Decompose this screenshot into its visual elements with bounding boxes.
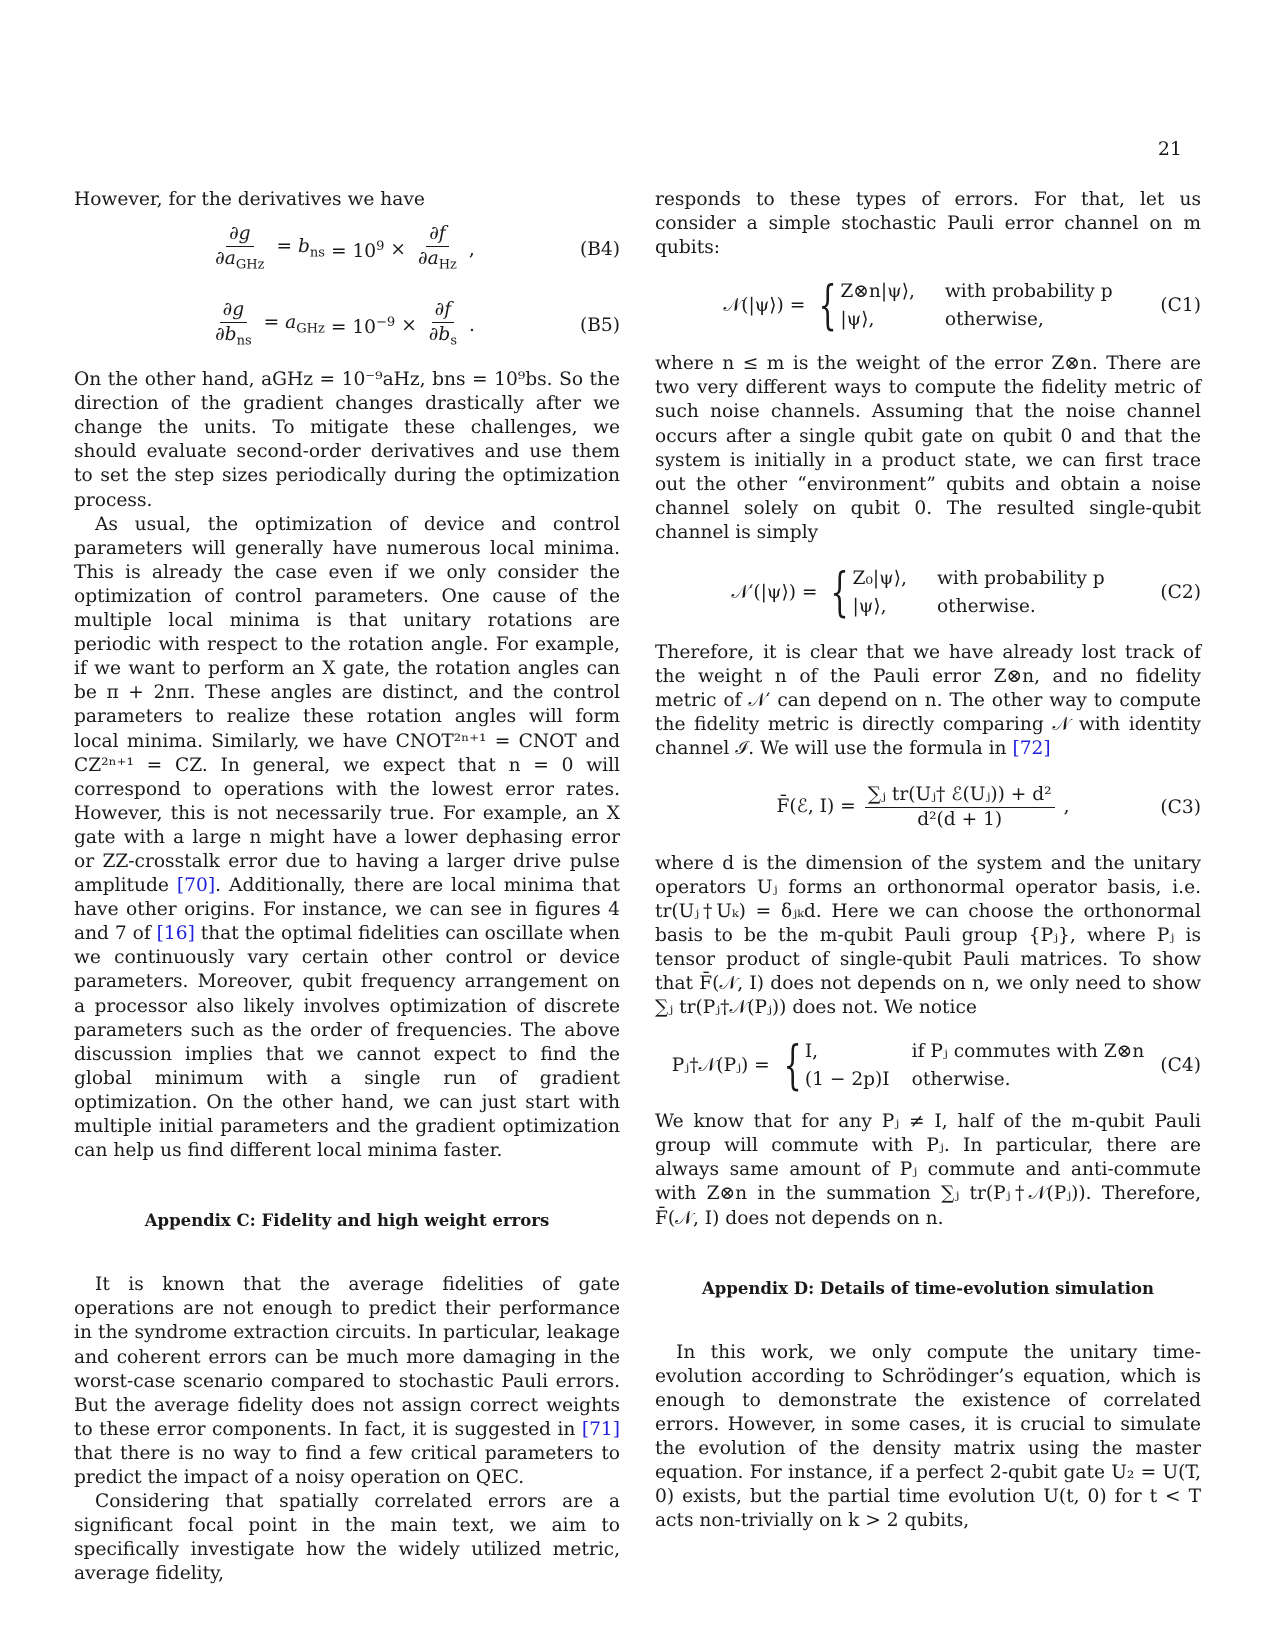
page-number: 21 xyxy=(1157,138,1182,160)
paragraph: It is known that the average fidelities of gate operations are not enough to predict their performance in the syndrome extraction circuits. In particular, leakage and coherent errors can be much more damaging in the worst-case scenario compared to stochastic Pauli errors. But the average fidelity does not assign correct weights to these error components. In fact, it is suggested in [71] that there is no way to find a few critical parameters to predict the impact of a noisy operation on QEC. xyxy=(74,1274,620,1489)
paragraph: We know that for any Pⱼ ≠ I, half of the m-qubit Pauli group will commute with Pⱼ. In particular, there are always same amount of Pⱼ commute and anti-commute with Z⊗n in the summation ∑ⱼ tr(Pⱼ†𝒩(Pⱼ)). Therefore, F̄(𝒩, I) does not depends on n. xyxy=(655,1111,1201,1229)
citation-link[interactable]: [16] xyxy=(156,923,195,945)
citation-link[interactable]: [70] xyxy=(176,875,216,897)
paragraph: In this work, we only compute the unitary time-evolution according to Schrödinger’s equation, which is enough to demonstrate the existence of correlated errors. However, in some cases, it is crucial to simulate the evolution of the density matrix using the master equation. For instance, if a perfect 2-qubit gate U₂ = U(T, 0) exists, but the partial time evolution U(t, 0) for t < T acts non-trivially on k > 2 qubits, xyxy=(655,1341,1201,1532)
paragraph: Therefore, it is clear that we have already lost track of the weight n of the Pauli error Z⊗n, and no fidelity metric of 𝒩′ can depend on n. The other way to compute the fidelity metric is directly comparing 𝒩 with identity channel ℐ. We will use the formula in [72] xyxy=(655,642,1201,760)
paragraph: However, for the derivatives we have xyxy=(74,189,425,210)
section-heading: Appendix C: Fidelity and high weight errors xyxy=(144,1211,550,1231)
equation-c2: 𝒩′(|ψ⟩) = { Z₀|ψ⟩, with probability p |ψ⟩, otherwise. (C2) xyxy=(731,563,1201,624)
equation-c1: 𝒩(|ψ⟩) = { Z⊗n|ψ⟩, with probability p |ψ⟩, otherwise, (C1) xyxy=(723,276,1201,337)
paragraph: where d is the dimension of the system and the unitary operators Uⱼ forms an orthonormal operator basis, i.e. tr(Uⱼ†Uₖ) = δⱼₖd. Here we can choose the orthonormal basis to be the m-qubit Pauli group {Pⱼ}, where Pⱼ is tensor product of single-qubit Pauli matrices. To show that F̄(𝒩, I) does not depends on n, we only need to show ∑ⱼ tr(Pⱼ†𝒩(Pⱼ)) does not. We notice xyxy=(655,852,1201,1019)
equation-number: (C2) xyxy=(1160,581,1201,603)
section-heading: Appendix D: Details of time-evolution simulation xyxy=(702,1278,1154,1298)
equation-number: (C4) xyxy=(1160,1055,1201,1077)
equation-number: (C3) xyxy=(1160,796,1201,818)
paragraph: responds to these types of errors. For that, let us consider a simple stochastic Pauli error channel on m qubits: xyxy=(655,189,1201,259)
equation-number: (B4) xyxy=(579,239,620,261)
equation-c3: F̄(ℰ, I) = $\frac{\text{∑ⱼ tr(Uⱼ† ℰ(Uⱼ)) + d²}}{\text{d²(d + 1)}}$ , (C3) xyxy=(776,784,1201,830)
equation-b4: $\frac{\partial g}{\partial a_{GHz}}$ = $b_{ns}$ = $10^9$ × $\frac{\partial f}{\partial a_{Hz}}$ , (B4) xyxy=(215,223,620,273)
left-column xyxy=(74,188,620,1587)
brace-icon: { xyxy=(818,276,837,337)
citation-link[interactable]: [71] xyxy=(581,1418,620,1440)
paragraph: Considering that spatially correlated errors are a significant focal point in the main text, we aim to specifically investigate how the widely utilized metric, average fidelity, xyxy=(74,1491,620,1585)
equation-number: (C1) xyxy=(1160,295,1201,317)
citation-link[interactable]: [72] xyxy=(1012,738,1051,760)
paragraph: On the other hand, aGHz = 10⁻⁹aHz, bns = 10⁹bs. So the direction of the gradient changes drastically after we change the units. To mitigate these challenges, we should evaluate second-order derivatives and use them to set the step sizes periodically during the optimization process. xyxy=(74,369,620,511)
paragraph: As usual, the optimization of device and control parameters will generally have numerous local minima. This is already the case even if we only consider the optimization of control parameters. One cause of the multiple local minima is that unitary rotations are periodic with respect to the rotation angle. For example, if we want to perform an X gate, the rotation angles can be π + 2nπ. These angles are distinct, and the control parameters to realize these rotation angles will form local minima. Similarly, we have CNOT²ⁿ⁺¹ = CNOT and CZ²ⁿ⁺¹ = CZ. In general, we expect that n = 0 will correspond to operations with the lowest error rates. However, this is not necessarily true. For example, an X gate with a large n might have a lower dephasing error or ZZ-crosstalk error due to having a larger drive pulse amplitude [70]. Additionally, there are local minima that have other origins. For instance, we can see in figures 4 and 7 of [16] that the optimal fidelities can oscillate when we continuously vary certain other control or device parameters. Moreover, qubit frequency arrangement on a processor also likely involves optimization of discrete parameters such as the order of frequencies. The above discussion implies that we cannot expect to find the global minimum with a single run of gradient optimization. On the other hand, we can just start with multiple initial parameters and the gradient optimization can help us find different local minima faster. xyxy=(74,513,620,1162)
paragraph: where n ≤ m is the weight of the error Z⊗n. There are two very different ways to compute the fidelity metric of such noise channels. Assuming that the noise channel occurs after a single qubit gate on qubit 0 and that the system is initially in a product state, we can first trace out the other “environment” qubits and obtain a noise channel solely on qubit 0. The resulted single-qubit channel is simply xyxy=(655,353,1201,543)
brace-icon: { xyxy=(783,1036,802,1097)
equation-number: (B5) xyxy=(579,315,620,337)
equation-b5: $\frac{\partial g}{\partial b_{ns}}$ = $a_{GHz}$ = $10^{-9}$ × $\frac{\partial f}{\partial b_s}$ . (B5) xyxy=(215,299,620,349)
equation-c4: Pⱼ†𝒩(Pⱼ) = { I, if Pⱼ commutes with Z⊗n (1 − 2p)I otherwise. (C4) xyxy=(671,1036,1201,1097)
right-column xyxy=(655,188,1201,1533)
brace-icon: { xyxy=(830,563,850,624)
